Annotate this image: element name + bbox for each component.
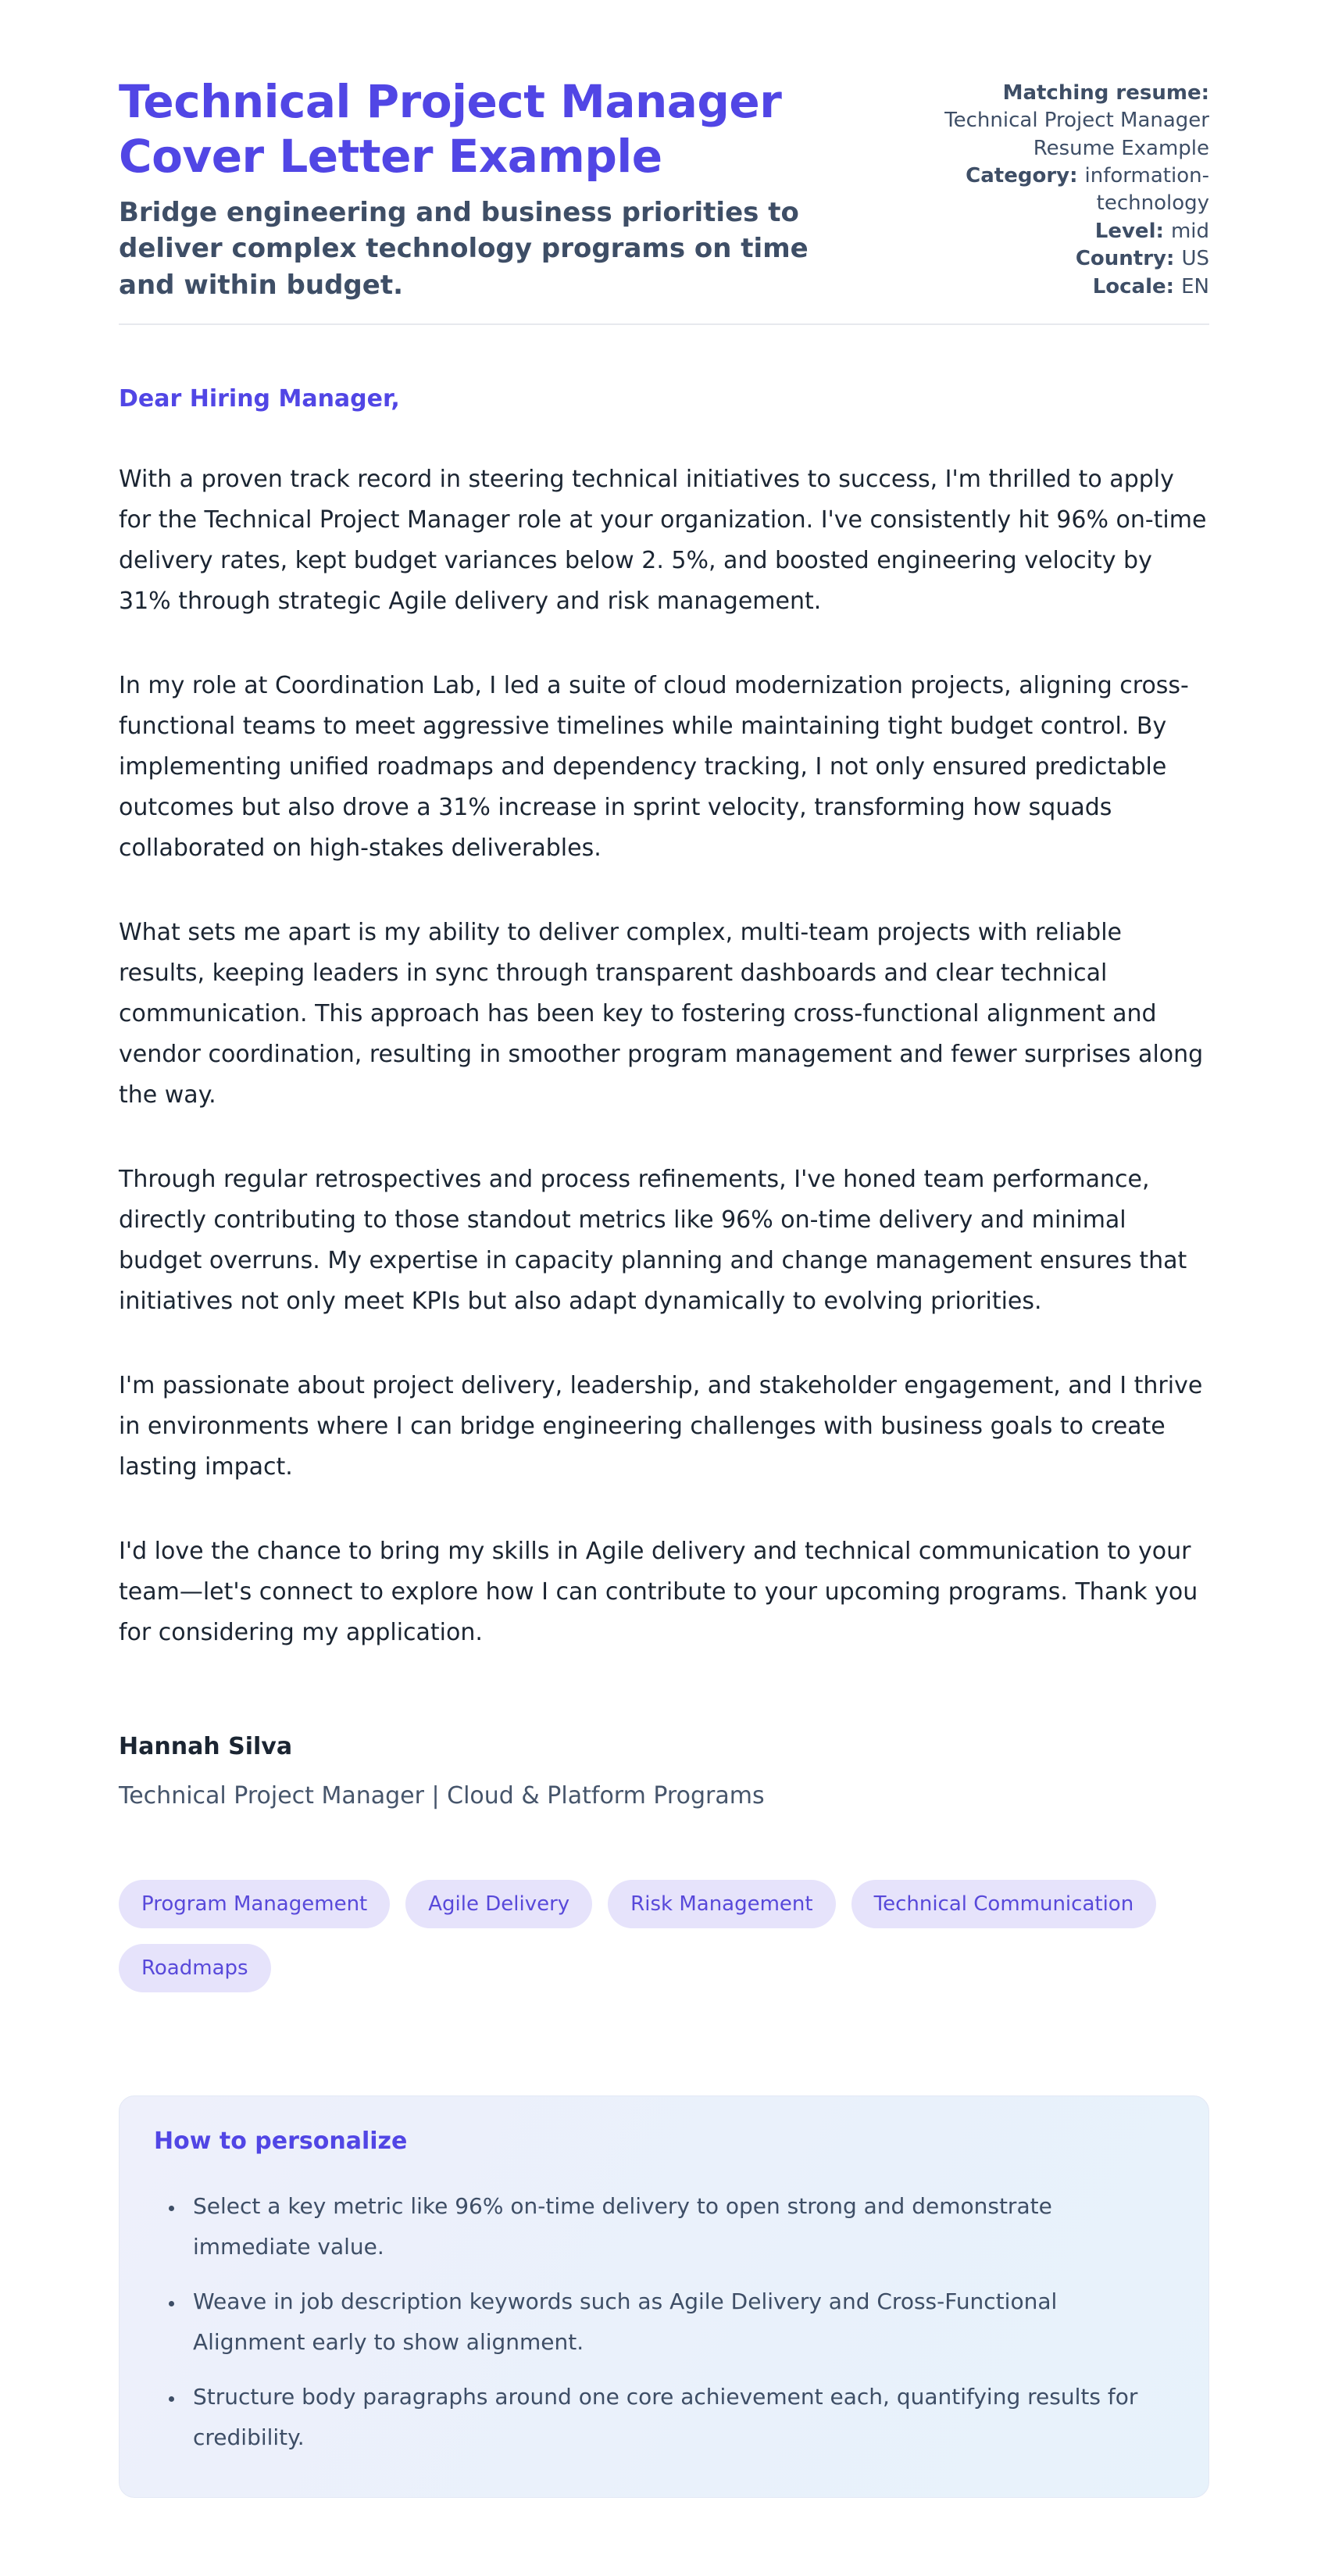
bottom-spacer <box>119 2498 1209 2576</box>
letter-paragraph: I'd love the chance to bring my skills in Agile delivery and technical communication to your team—let's connect to explore how I can contribute to your upcoming programs. Thank you for considering my application. <box>119 1537 1198 1646</box>
personalize-tip: • Weave in job description keywords such as Agile Delivery and Cross-Functional Alignment early to show alignment. <box>185 2281 1162 2363</box>
skill-tags <box>119 1880 1209 1992</box>
meta-value: mid <box>1170 219 1209 243</box>
personalize-tip: • Select a key metric like 96% on-time delivery to open strong and demonstrate immediate value. <box>185 2186 1162 2267</box>
header <box>119 75 1209 303</box>
meta-value: information-technology <box>1084 164 1209 216</box>
meta-value: US <box>1181 247 1209 271</box>
letter-paragraph: What sets me apart is my ability to deliver complex, multi-team projects with reliable results, keeping leaders in sync through transparent dashboards and clear technical communication. This approach has been key to fostering cross-functional alignment and vendor coordination, resulting in smoother program management and fewer surprises along the way. <box>119 918 1204 1109</box>
meta-label: Locale: <box>1092 274 1182 298</box>
meta-locale <box>937 273 1209 301</box>
meta-value: Technical Project Manager Resume Example <box>944 109 1209 160</box>
personalize-heading: How to personalize <box>154 2127 408 2155</box>
skill-tag: Agile Delivery <box>405 1880 592 1928</box>
page-title: Technical Project Manager Cover Letter Example <box>119 75 782 183</box>
letter-paragraph: Through regular retrospectives and process refinements, I've honed team performance, directly contributing to those standout metrics like 96% on-time delivery and minimal budget overruns. My expertise in capacity planning and change management ensures that initiatives not only meet KPIs but also adapt dynamically to evolving priorities. <box>119 1165 1187 1315</box>
personalize-callout <box>119 2095 1209 2498</box>
meta-matching-resume <box>937 80 1209 163</box>
letter-paragraph: In my role at Coordination Lab, I led a suite of cloud modernization projects, aligning cross-functional teams to meet aggressive timelines while maintaining tight budget control. By implementing unified roadmaps and dependency tracking, I not only ensured predictable outcomes but also drove a 31% increase in sprint velocity, transforming how squads collaborated on high-stakes deliverables. <box>119 671 1189 862</box>
meta-value: EN <box>1181 274 1209 298</box>
header-divider <box>119 323 1209 325</box>
signature-job-title: Technical Project Manager | Cloud & Platform Programs <box>119 1781 765 1810</box>
page-subtitle: Bridge engineering and business priorities to deliver complex technology programs on time and within budget. <box>119 197 809 301</box>
skill-tag: Risk Management <box>608 1880 835 1928</box>
meta-level <box>937 218 1209 245</box>
meta-label: Level: <box>1094 219 1171 243</box>
skill-tag: Program Management <box>119 1880 390 1928</box>
personalize-tips-list <box>154 2186 1173 2458</box>
meta-label: Category: <box>966 164 1085 188</box>
meta-country <box>937 245 1209 273</box>
letter-paragraph: I'm passionate about project delivery, leadership, and stakeholder engagement, and I thrive in environments where I can bridge engineering challenges with business goals to create lasting impact. <box>119 1371 1203 1481</box>
meta-category <box>937 163 1209 218</box>
header-left <box>119 75 861 303</box>
letter-greeting: Dear Hiring Manager, <box>119 384 400 413</box>
skill-tag: Technical Communication <box>851 1880 1157 1928</box>
letter-paragraph: With a proven track record in steering technical initiatives to success, I'm thrilled to apply for the Technical Project Manager role at your organization. I've consistently hit 96% on-time delivery rates, kept budget variances below 2. 5%, and boosted engineering velocity by 31% through strategic Agile delivery and risk management. <box>119 465 1207 615</box>
skill-tag: Roadmaps <box>119 1944 271 1992</box>
meta-label: Country: <box>1075 247 1182 271</box>
personalize-tip: • Structure body paragraphs around one core achievement each, quantifying results for credibility. <box>185 2377 1162 2458</box>
resume-meta-block <box>937 75 1209 301</box>
page-container <box>119 75 1209 2576</box>
cover-letter-body <box>119 383 1209 1810</box>
signature-name: Hannah Silva <box>119 1732 293 1760</box>
meta-label: Matching resume: <box>1002 81 1209 105</box>
